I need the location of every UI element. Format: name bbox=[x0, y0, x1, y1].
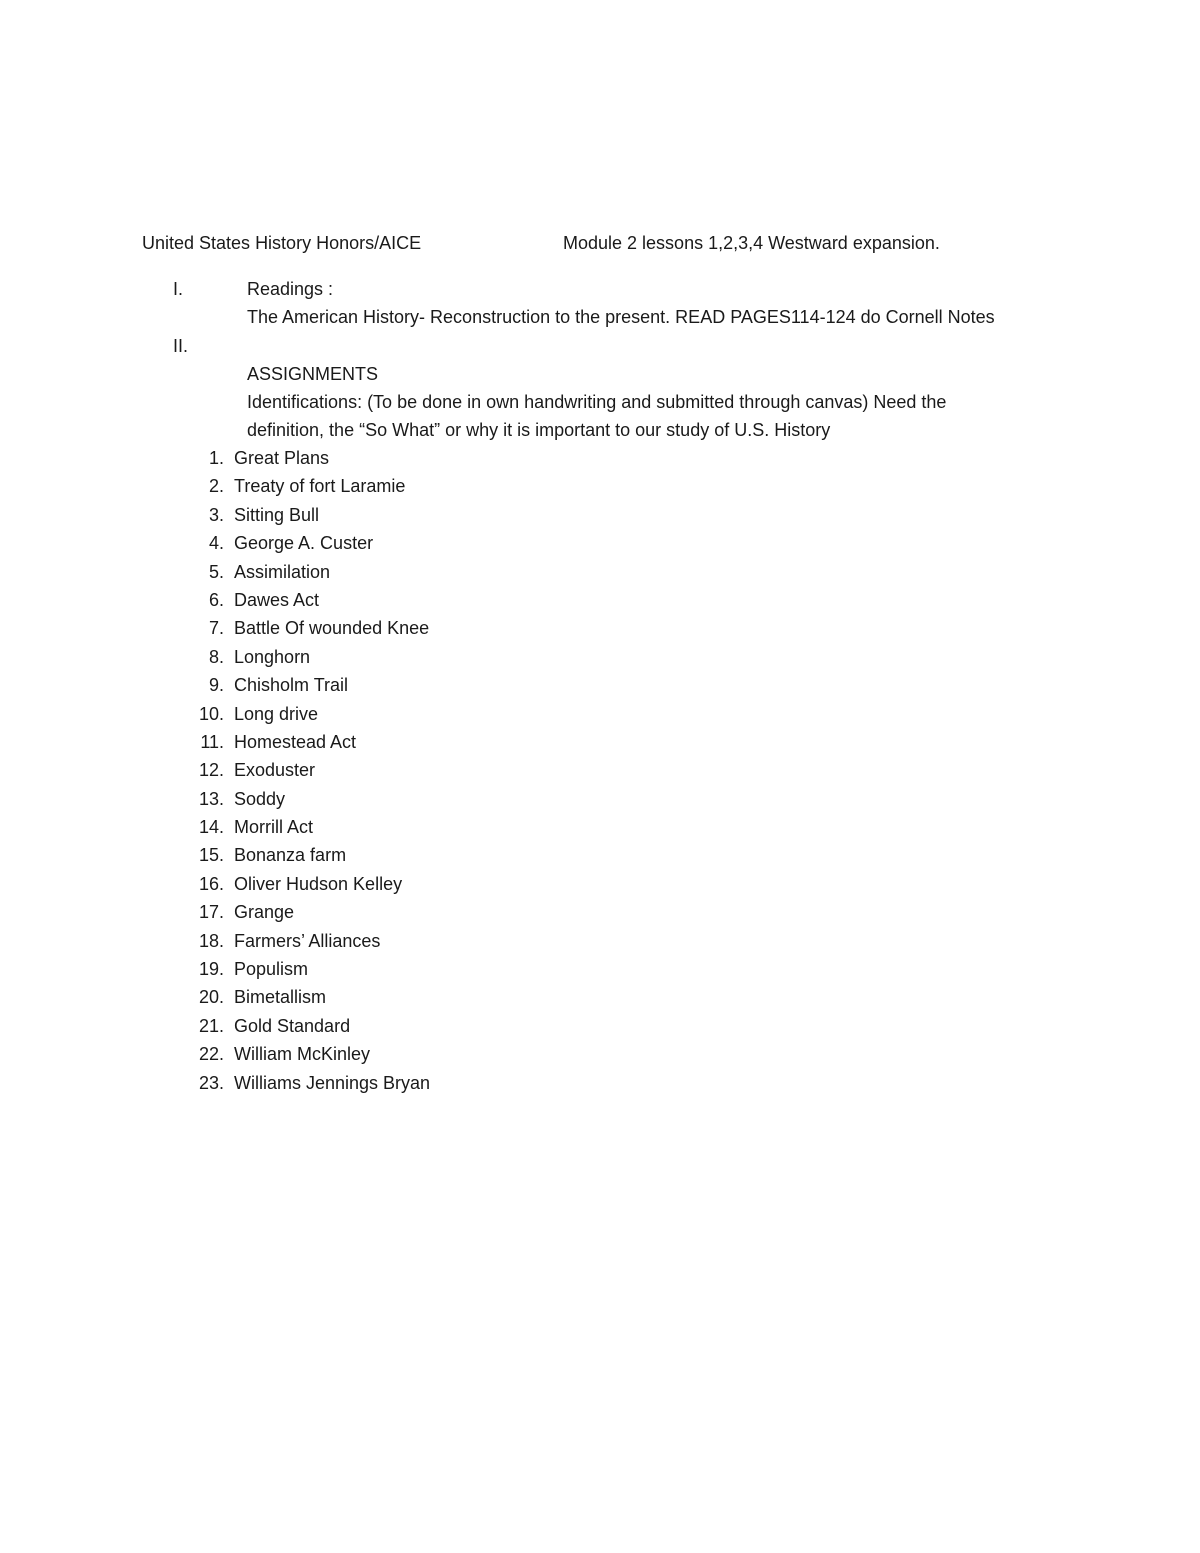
list-item bbox=[190, 759, 430, 787]
list-item-number: 4. bbox=[208, 533, 224, 554]
identifications-instructions-line-1: Identifications: (To be done in own handwriting and submitted through canvas) Need the bbox=[247, 392, 947, 412]
list-item-text: Exoduster bbox=[234, 760, 316, 781]
list-item-number: 13. bbox=[198, 788, 224, 809]
list-item-text: Grange bbox=[234, 902, 295, 923]
list-item-number: 17. bbox=[198, 902, 224, 923]
list-item-text: Great Plans bbox=[234, 448, 330, 468]
list-item-text: George A. Custer bbox=[234, 533, 374, 554]
list-item bbox=[190, 986, 430, 1014]
list-item-number: 21. bbox=[198, 1015, 224, 1036]
list-item bbox=[190, 788, 430, 816]
list-item bbox=[190, 958, 430, 986]
list-item-number: 20. bbox=[198, 987, 224, 1008]
list-item bbox=[190, 930, 430, 958]
list-item-text: Bimetallism bbox=[234, 987, 327, 1008]
list-item-text: Chisholm Trail bbox=[234, 675, 349, 696]
list-item-number: 23. bbox=[198, 1072, 224, 1093]
list-item bbox=[190, 703, 430, 731]
assignments-heading: ASSIGNMENTS bbox=[247, 364, 379, 384]
list-item-text: William McKinley bbox=[234, 1044, 371, 1065]
list-item-text: Long drive bbox=[234, 703, 319, 724]
list-item bbox=[190, 589, 430, 617]
list-item-number: 22. bbox=[198, 1044, 224, 1065]
list-item-text: Dawes Act bbox=[234, 589, 320, 610]
list-item-number: 9. bbox=[208, 675, 224, 696]
readings-heading: Readings : bbox=[247, 279, 334, 299]
list-item bbox=[190, 561, 430, 589]
list-item bbox=[190, 504, 430, 532]
list-item bbox=[190, 475, 430, 503]
module-title: Module 2 lessons 1,2,3,4 Westward expansion. bbox=[563, 233, 940, 253]
list-item bbox=[190, 873, 430, 901]
list-item-number: 2. bbox=[208, 476, 224, 497]
readings-text: The American History- Reconstruction to the present. READ PAGES114-124 do Cornell Notes bbox=[247, 307, 995, 327]
list-item-text: Populism bbox=[234, 959, 309, 980]
list-item-number: 15. bbox=[198, 845, 224, 866]
list-item bbox=[190, 816, 430, 844]
list-item-text: Soddy bbox=[234, 788, 286, 809]
list-item bbox=[190, 1015, 430, 1043]
course-title: United States History Honors/AICE bbox=[142, 233, 422, 253]
list-item bbox=[190, 1072, 430, 1100]
list-item-number: 3. bbox=[208, 504, 224, 525]
list-item-number: 18. bbox=[198, 930, 224, 951]
list-item bbox=[190, 617, 430, 645]
list-item-text: Longhorn bbox=[234, 646, 311, 667]
list-item-number: 8. bbox=[208, 646, 224, 667]
list-item-text: Battle Of wounded Knee bbox=[234, 618, 430, 639]
list-item bbox=[190, 646, 430, 674]
list-item bbox=[190, 1043, 430, 1071]
identifications-instructions-line-2: definition, the “So What” or why it is important to our study of U.S. History bbox=[247, 420, 831, 440]
list-item-text: Gold Standard bbox=[234, 1015, 351, 1036]
list-item-number: 16. bbox=[198, 873, 224, 894]
list-item-text: Homestead Act bbox=[234, 731, 357, 752]
section-numeral-assignments: II. bbox=[173, 336, 189, 356]
list-item-number: 11. bbox=[200, 731, 224, 752]
list-item-number: 10. bbox=[198, 703, 224, 724]
list-item-number: 6. bbox=[208, 589, 224, 610]
list-item-text: Treaty of fort Laramie bbox=[234, 476, 406, 497]
section-numeral-readings: I. bbox=[173, 279, 184, 299]
list-item bbox=[190, 731, 430, 759]
list-item-text: Oliver Hudson Kelley bbox=[234, 873, 403, 894]
list-item-text: Williams Jennings Bryan bbox=[234, 1072, 431, 1093]
list-item-text: Bonanza farm bbox=[234, 845, 347, 866]
list-item bbox=[190, 674, 430, 702]
list-item-text: Farmers’ Alliances bbox=[234, 930, 381, 951]
list-item-number: 5. bbox=[208, 561, 224, 582]
list-item bbox=[190, 447, 430, 475]
list-item-number: 12. bbox=[198, 760, 224, 781]
list-item-number: 19. bbox=[198, 959, 224, 980]
list-item-number: 7. bbox=[208, 618, 224, 639]
list-item-number: 14. bbox=[198, 817, 224, 838]
list-item bbox=[190, 532, 430, 560]
list-item bbox=[190, 901, 430, 929]
list-item-text: Assimilation bbox=[234, 561, 331, 582]
list-item-text: Morrill Act bbox=[234, 817, 314, 838]
identification-terms-list bbox=[190, 447, 430, 1100]
list-item-number: 1. bbox=[208, 448, 224, 468]
list-item-text: Sitting Bull bbox=[234, 504, 320, 525]
list-item bbox=[190, 844, 430, 872]
